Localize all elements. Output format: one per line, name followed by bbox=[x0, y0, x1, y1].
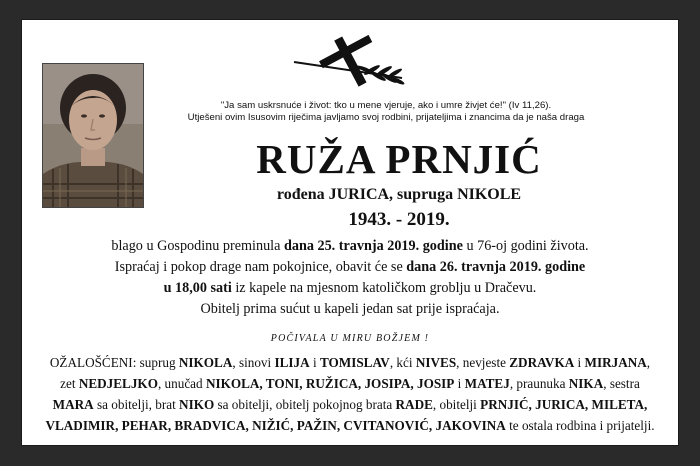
funeral-time: u 18,00 sati bbox=[163, 280, 232, 296]
mourner-name: RADE bbox=[395, 397, 433, 412]
text-run: , praunuka bbox=[509, 376, 569, 391]
text-run: , sinovi bbox=[232, 355, 275, 370]
quote-line: Utješeni ovim Isusovim riječima javljamo svoj rodbini, prijateljima i znancima da je naša draga bbox=[187, 112, 585, 123]
text-run: , obitelji bbox=[432, 397, 481, 412]
mourners-row bbox=[36, 394, 664, 415]
mourner-name: TOMISLAV bbox=[319, 355, 390, 370]
text-run: i bbox=[454, 376, 465, 391]
mourner-name: NIVES bbox=[415, 355, 457, 370]
text-run: iz kapele na mjesnom katoličkom groblju u Dračevu. bbox=[231, 280, 537, 296]
announcement-line: Obitelj prima sućut u kapeli jedan sat prije ispraćaja. bbox=[200, 301, 500, 317]
mourner-name: MARA bbox=[52, 397, 94, 412]
text-run: zet bbox=[60, 376, 79, 391]
text-run: u 76-oj godini života. bbox=[462, 238, 589, 254]
announcement-text bbox=[42, 236, 658, 320]
text-run: i bbox=[309, 355, 320, 370]
text-run: , nevjeste bbox=[456, 355, 510, 370]
mourner-name: ILIJA bbox=[274, 355, 310, 370]
death-date: dana 25. travnja 2019. godine bbox=[283, 238, 463, 254]
mourner-name: ZDRAVKA bbox=[509, 355, 575, 370]
text-run: te ostala rodbina i prijatelji. bbox=[505, 418, 655, 433]
mourner-name: VLADIMIR, PEHAR, BRADVICA, NIŽIĆ, PAŽIN, CVITANOVIĆ, JAKOVINA bbox=[45, 418, 506, 433]
text-run: , bbox=[646, 355, 651, 370]
mourners-row bbox=[36, 373, 664, 394]
mourners-list bbox=[36, 352, 664, 436]
announcement-line bbox=[42, 257, 658, 278]
deceased-portrait bbox=[42, 63, 144, 208]
obituary-card bbox=[22, 20, 678, 445]
quote-line: "Ja sam uskrsnuće i život: tko u mene vjeruje, ako i umre živjet će!" (Iv 11,26). bbox=[220, 100, 552, 111]
mourner-name: NEDJELJKO bbox=[78, 376, 158, 391]
mourner-name: NIKOLA bbox=[178, 355, 233, 370]
mourner-name: NIKA bbox=[568, 376, 604, 391]
text-run: Ispraćaj i pokop drage nam pokojnice, obavit će se bbox=[114, 259, 407, 275]
deceased-name: RUŽA PRNJIĆ bbox=[256, 136, 542, 182]
rest-in-peace-line: POČIVALA U MIRU BOŽJEM ! bbox=[270, 333, 430, 344]
maiden-name-line: rođena JURICA, supruga NIKOLE bbox=[276, 186, 522, 203]
announcement-line bbox=[42, 278, 658, 299]
text-run: sa obitelji, brat bbox=[93, 397, 180, 412]
text-run: blago u Gospodinu preminula bbox=[111, 238, 284, 254]
text-run: sa obitelji, obitelj pokojnog brata bbox=[214, 397, 396, 412]
mourner-name: NIKOLA, TONI, RUŽICA, JOSIPA, JOSIP bbox=[205, 376, 455, 391]
mourners-row bbox=[36, 415, 664, 436]
text-run: , kći bbox=[389, 355, 416, 370]
life-years: 1943. - 2019. bbox=[348, 209, 450, 230]
mourner-name: MIRJANA bbox=[584, 355, 647, 370]
announcement-line bbox=[42, 236, 658, 257]
text-run: suprug bbox=[139, 355, 179, 370]
mourner-name: NIKO bbox=[179, 397, 215, 412]
mourner-name: MATEJ bbox=[464, 376, 510, 391]
cross-with-olive-branch-icon bbox=[290, 32, 408, 88]
text-run: , sestra bbox=[603, 376, 640, 391]
mourners-row bbox=[36, 352, 664, 373]
text-run: , unučad bbox=[157, 376, 206, 391]
funeral-date: dana 26. travnja 2019. godine bbox=[406, 259, 586, 275]
bible-quote bbox=[154, 100, 618, 124]
mourners-label: OŽALOŠĆENI: bbox=[49, 355, 140, 370]
mourner-name: PRNJIĆ, JURICA, MILETA, bbox=[480, 397, 648, 412]
text-run: i bbox=[574, 355, 585, 370]
